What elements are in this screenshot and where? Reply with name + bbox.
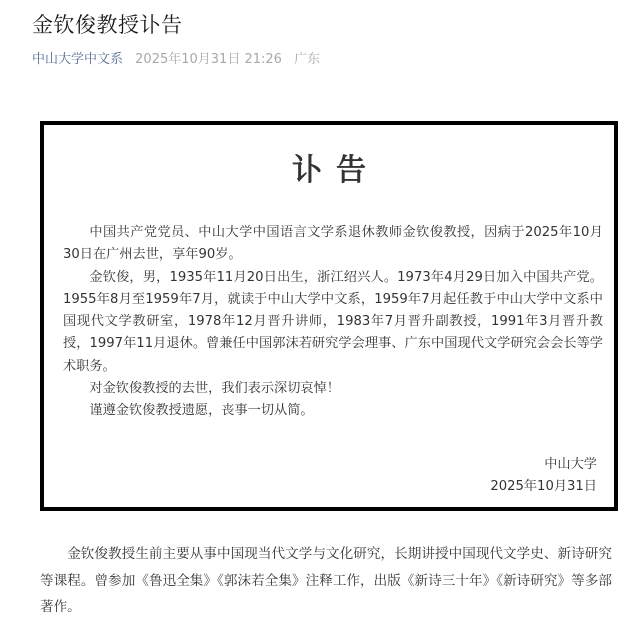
signature-date: 2025年10月31日: [490, 479, 597, 494]
signature-organization: 中山大学: [544, 457, 597, 472]
notice-signature: [490, 454, 597, 498]
notice-paragraph: 谨遵金钦俊教授遗愿，丧事一切从简。: [89, 403, 314, 419]
notice-paragraph: 金钦俊，男，1935年11月20日出生，浙江绍兴人。1973年4月29日加入中国共产党。1955年8月至1959年7月，就读于中山大学中文系，1959年7月起任教于中山大学中文系中国现代文学教研室，1978年12月晋升讲师，1983年7月晋升副教授，1991年3月晋升教授，1997年11月退休。曾兼任中国郭沫若研究学会理事、广东中国现代文学研究会会长等学术职务。: [63, 269, 603, 374]
article-body: [40, 541, 612, 621]
notice-paragraph: 对金钦俊教授的去世，我们表示深切哀悼！: [89, 381, 340, 397]
notice-heading: 讣告: [292, 153, 380, 188]
author-link[interactable]: 中山大学中文系: [32, 52, 124, 67]
notice-body: [63, 222, 603, 423]
obituary-notice-image: [40, 121, 618, 511]
body-paragraph: 金钦俊教授生前主要从事中国现当代文学与文化研究，长期讲授中国现代文学史、新诗研究等课程。曾参加《鲁迅全集》《郭沫若全集》注释工作，出版《新诗三十年》《新诗研究》等多部著作。: [40, 546, 612, 615]
publish-time: 2025年10月31日 21:26: [135, 52, 282, 67]
notice-paragraph: 中国共产党党员、中山大学中国语言文学系退休教师金钦俊教授，因病于2025年10月30日在广州去世，享年90岁。: [63, 225, 603, 263]
article-meta: [32, 50, 320, 70]
publish-location: 广东: [294, 52, 321, 67]
article-title: 金钦俊教授讣告: [32, 13, 183, 37]
